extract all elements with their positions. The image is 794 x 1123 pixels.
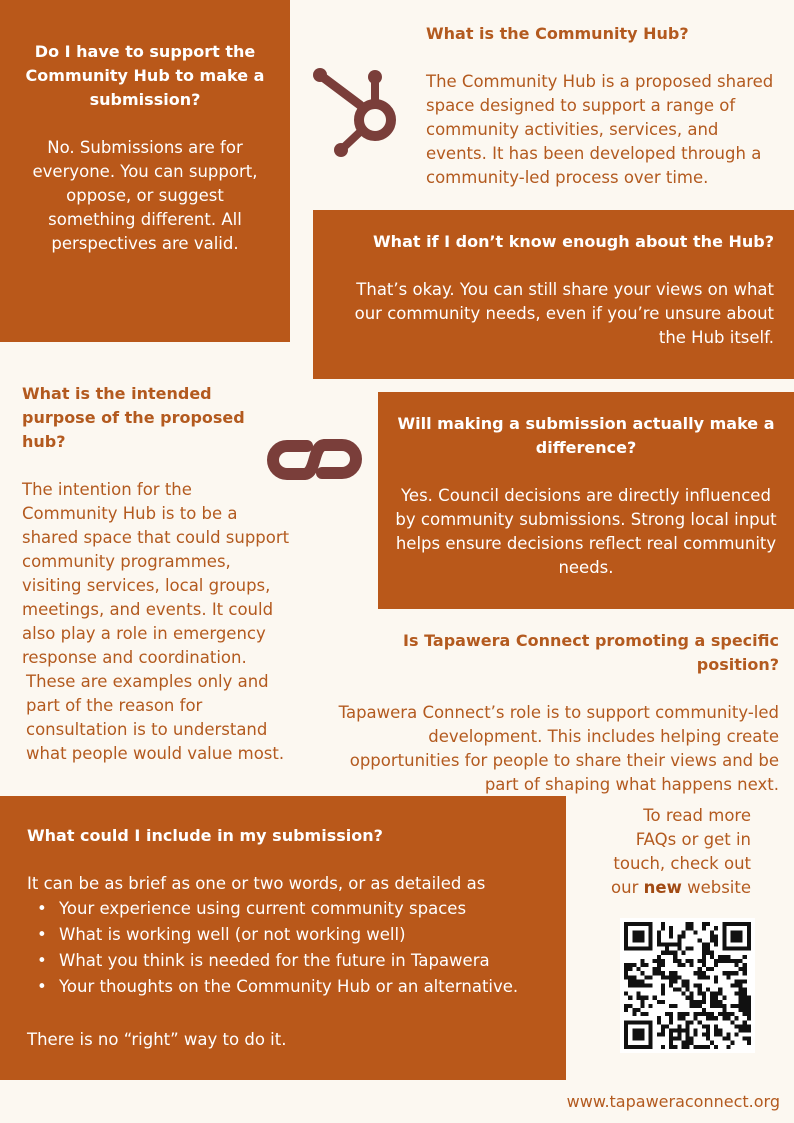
chain-link-icon [262, 432, 367, 487]
faq-include-intro: It can be as brief as one or two words, or as detailed as [27, 874, 486, 893]
list-item: • Your thoughts on the Community Hub or an alternative. [37, 977, 519, 996]
read-more-bold: new [643, 878, 682, 897]
faq-purpose-answer-2: These are examples only and part of the reason for consultation is to understand what people would value most. [26, 672, 285, 763]
read-more-text: To read more FAQs or get in touch, check out our [611, 806, 751, 897]
qr-code[interactable] [620, 918, 755, 1053]
faq-difference-answer: Yes. Council decisions are directly influenced by community submissions. Strong local input helps ensure decisions reflect real community needs. [395, 486, 777, 577]
faq-support-answer: No. Submissions are for everyone. You can support, oppose, or suggest something different. All perspectives are valid. [32, 138, 258, 253]
website-link[interactable]: www.tapaweraconnect.org [566, 1092, 780, 1111]
faq-include-box [0, 796, 566, 1080]
faq-support-box [0, 0, 290, 342]
faq-include-closing: There is no “right” way to do it. [27, 1030, 287, 1049]
faq-support-question: Do I have to support the Community Hub to make a submission? [25, 42, 265, 109]
faq-what-is-section [426, 22, 776, 190]
faq-dont-know-answer: That’s okay. You can still share your views on what our community needs, even if you’re unsure about the Hub itself. [354, 280, 774, 347]
list-item: • Your experience using current community spaces [37, 899, 467, 918]
read-more-note [606, 804, 751, 900]
faq-what-is-question: What is the Community Hub? [426, 24, 689, 43]
faq-position-section [336, 629, 779, 797]
faq-difference-box [378, 392, 794, 609]
faq-difference-question: Will making a submission actually make a difference? [397, 414, 775, 457]
hubspot-icon [305, 60, 400, 165]
faq-dont-know-box [313, 210, 794, 379]
list-item: • What you think is needed for the future in Tapawera [37, 951, 490, 970]
faq-purpose-answer: The intention for the Community Hub is to be a shared space that could support community programmes, visiting services, local groups, meetings, and events. It could also play a role in emergency response and coordination. [22, 480, 290, 667]
faq-position-answer: Tapawera Connect’s role is to support community-led development. This includes helping create opportunities for people to share their views and be part of shaping what happens next. [338, 703, 779, 794]
faq-purpose-section [22, 382, 290, 766]
faq-include-list [37, 896, 556, 1000]
faq-purpose-question: What is the intended purpose of the proposed hub? [22, 384, 245, 451]
faq-what-is-answer: The Community Hub is a proposed shared space designed to support a range of community activities, services, and events. It has been developed through a community-led process over time. [426, 72, 774, 187]
faq-position-question: Is Tapawera Connect promoting a specific position? [403, 631, 779, 674]
faq-include-question: What could I include in my submission? [27, 826, 383, 845]
read-more-text-after: website [687, 878, 751, 897]
faq-dont-know-question: What if I don’t know enough about the Hub? [373, 232, 774, 251]
list-item: • What is working well (or not working well) [37, 925, 406, 944]
